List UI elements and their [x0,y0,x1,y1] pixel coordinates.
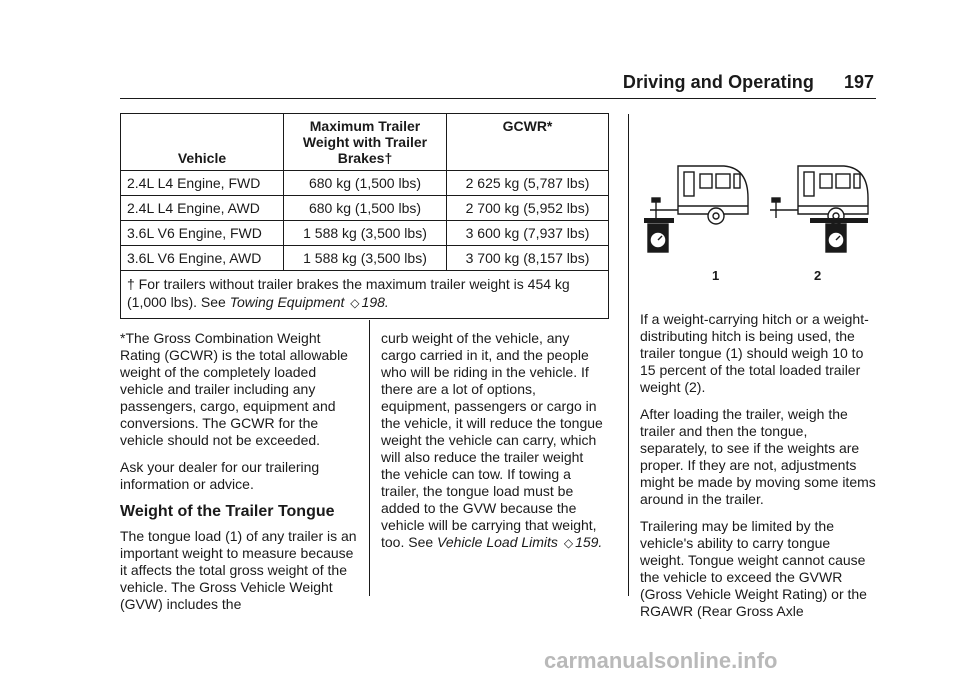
text-column-1 [120,330,360,623]
table-cell: 680 kg (1,500 lbs) [284,196,447,221]
scale-icon [648,224,668,252]
table-note-row [121,271,609,319]
section-heading: Weight of the Trailer Tongue [120,503,335,520]
towing-equipment-link[interactable]: Towing Equipment [229,294,345,310]
column-divider [369,320,370,596]
trailer-2 [770,166,868,224]
text-column-2 [381,330,606,562]
trailer-1 [650,166,748,224]
footnote-text: † For trailers without trailer brakes the maximum trailer weight is 454 kg (1,000 lbs). See [127,276,570,310]
table-row [121,221,609,246]
table-cell: 3 700 kg (8,157 lbs) [447,246,609,271]
table-cell: 2.4L L4 Engine, AWD [121,196,284,221]
tongue-load-paragraph: The tongue load (1) of any trailer is an important weight to measure because it affects the total gross weight of the vehicle. The Gross Vehicle Weight (GVW) includes the [120,528,357,612]
page-number: 197 [843,72,874,92]
footnote-page-ref[interactable]: 198. [361,294,389,310]
table-cell: 2 625 kg (5,787 lbs) [447,171,609,196]
gcwr-definition: *The Gross Combination Weight Rating (GCWR) is the total allowable weight of the completely loaded vehicle and trailer including any passengers, cargo, equipment and conversions. The GCWR for the vehicle should not be exceeded. [120,330,348,448]
table-cell: 1 588 kg (3,500 lbs) [284,246,447,271]
table-header-row [121,114,609,171]
table-footnote [121,271,609,319]
tongue-weight-illustration [640,158,872,286]
table-cell: 1 588 kg (3,500 lbs) [284,221,447,246]
section-title: Driving and Operating [622,72,814,92]
gvw-text: curb weight of the vehicle, any cargo carried in it, and the people who will be riding in the vehicle. If there are a lot of options, equipment, passengers or cargo in the vehicle, it will reduce the tongue weight the vehicle can carry, which will also reduce the trailer weight the vehicle can tow. If towing a trailer, the tongue load must be added to the GVW because the vehicle will be carrying that weight, too. See [381,330,603,550]
column-header-vehicle: Vehicle [121,114,284,171]
page-reference-icon: ◇ [563,536,574,550]
column-header-max-weight: Maximum Trailer Weight with Trailer Brakes† [284,114,447,171]
table-cell: 2.4L L4 Engine, FWD [121,171,284,196]
load-limits-page-ref[interactable]: 159. [575,534,603,550]
table-row [121,246,609,271]
page-header [120,70,876,99]
vehicle-load-limits-link[interactable]: Vehicle Load Limits [437,534,558,550]
table-row [121,196,609,221]
limits-paragraph: Trailering may be limited by the vehicle's ability to carry tongue weight. Tongue weight cannot cause the vehicle to exceed the GVWR (Gross Vehicle Weight Rating) or the RGAWR (Rear Gross Axle [640,518,867,619]
table-row [121,171,609,196]
dealer-advice: Ask your dealer for our trailering information or advice. [120,459,320,492]
figure-label-2: 2 [814,268,822,283]
table-cell: 3 600 kg (7,937 lbs) [447,221,609,246]
table-cell: 3.6L V6 Engine, AWD [121,246,284,271]
scale-platform [810,218,868,223]
loading-paragraph: After loading the trailer, weigh the trailer and then the tongue, separately, to see if the weights are proper. If they are not, adjustments might be made by moving some items around in the trailer. [640,406,876,507]
figure-label-1: 1 [712,268,720,283]
table-cell: 3.6L V6 Engine, FWD [121,221,284,246]
trailer-weight-table [120,113,609,319]
column-divider [628,114,629,596]
watermark: carmanualsonline.info [544,648,778,673]
scale-platform [644,218,674,223]
table-cell: 2 700 kg (5,952 lbs) [447,196,609,221]
text-column-3 [640,311,878,630]
scale-icon [826,224,846,252]
page-reference-icon: ◇ [350,296,360,310]
table-cell: 680 kg (1,500 lbs) [284,171,447,196]
column-header-gcwr: GCWR* [447,114,609,171]
gvw-continuation [381,330,606,552]
hitch-paragraph: If a weight-carrying hitch or a weight-distributing hitch is being used, the trailer tongue (1) should weigh 10 to 15 percent of the total loaded trailer weight (2). [640,311,869,395]
